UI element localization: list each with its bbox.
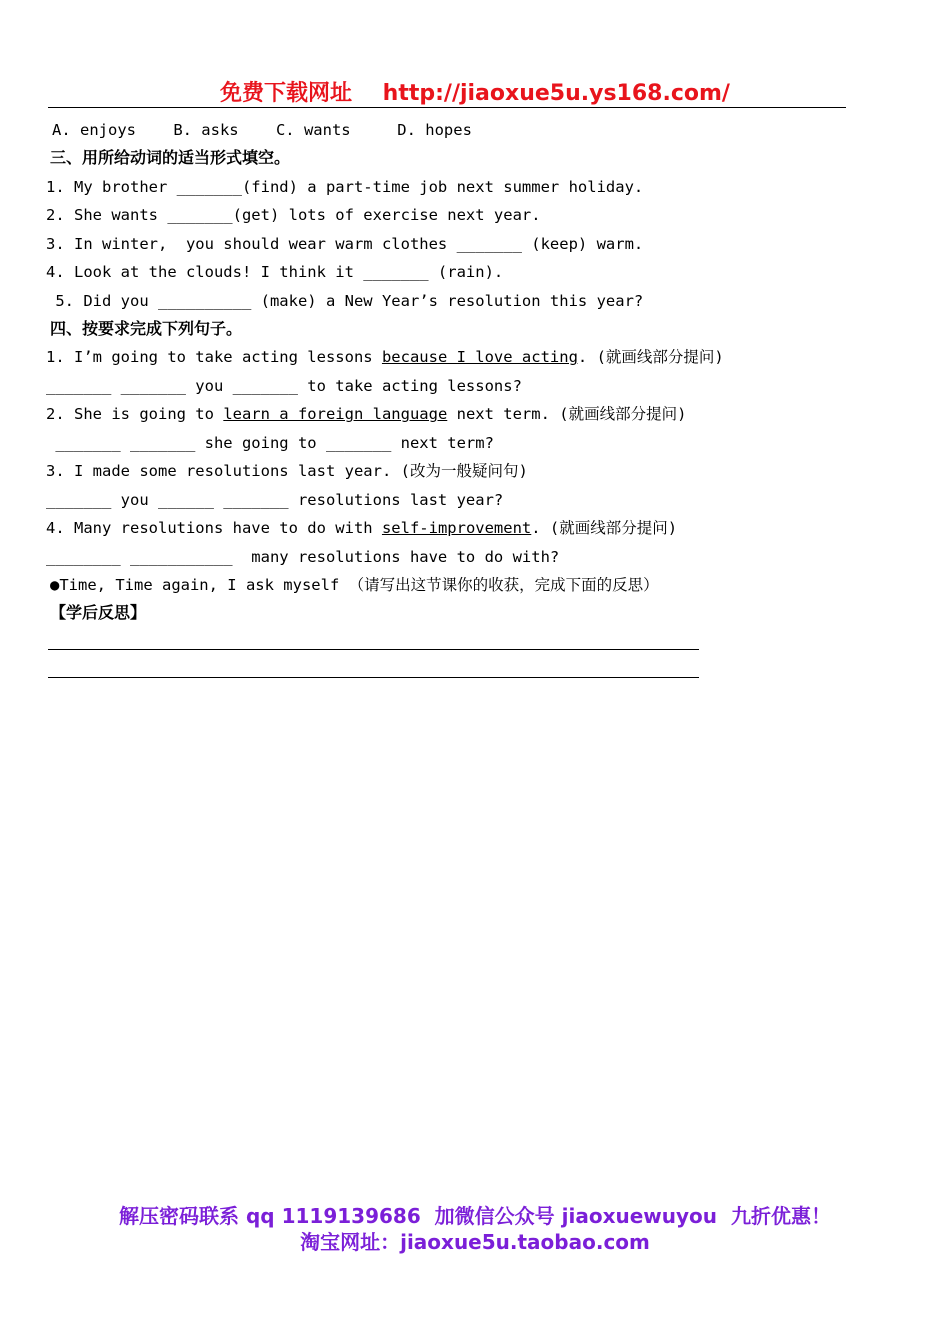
- q2-text-before: 2. She is going to: [46, 405, 224, 423]
- q4-underlined-part: self-improvement: [381, 519, 532, 537]
- reflection-answer-line-1: [48, 649, 699, 650]
- section3-item-3: 3. In winter, you should wear warm clothes _______ (keep) warm.: [46, 235, 644, 253]
- options-line: A. enjoys B. asks C. wants D. hopes: [52, 121, 472, 139]
- q2-underlined-part: learn a foreign language: [223, 405, 448, 423]
- q1-text-before: 1. I’m going to take acting lessons: [46, 348, 382, 366]
- section3-item-1: 1. My brother _______(find) a part-time job next summer holiday.: [46, 178, 644, 196]
- header-download-url: 免费下载网址 http://jiaoxue5u.ys168.com/: [220, 81, 730, 106]
- reflection-answer-line-2: [48, 677, 699, 678]
- section3-item-4: 4. Look at the clouds! I think it _______ (rain).: [46, 263, 504, 281]
- q4-text-after: . (就画线部分提问): [531, 519, 678, 537]
- section4-question-3: 3. I made some resolutions last year. (改为一般疑问句): [46, 462, 528, 480]
- footer-taobao-line: 淘宝网址：jiaoxue5u.taobao.com: [300, 1230, 650, 1254]
- footer-contact-line: 解压密码联系 qq 1119139686 加微信公众号 jiaoxuewuyou 九折优惠！: [119, 1204, 831, 1228]
- q2-text-after: next term. (就画线部分提问): [447, 405, 687, 423]
- section4-question-4: [46, 518, 677, 538]
- section4-answer-4: ________ ___________ many resolutions have to do with?: [46, 548, 560, 566]
- q4-text-before: 4. Many resolutions have to do with: [46, 519, 382, 537]
- reflection-prompt: ●Time, Time again, I ask myself （请写出这节课你的收获，完成下面的反思）: [50, 576, 659, 594]
- header-divider: [48, 107, 846, 108]
- reflection-title: 【学后反思】: [50, 603, 147, 622]
- section4-answer-2: _______ _______ she going to _______ next term?: [46, 434, 494, 452]
- section4-title: 四、按要求完成下列句子。: [50, 319, 243, 338]
- q1-underlined-part: because I love acting: [381, 348, 578, 366]
- section4-question-2: [46, 404, 686, 424]
- section3-item-5: 5. Did you __________ (make) a New Year’s resolution this year?: [46, 292, 644, 310]
- section4-answer-1: _______ _______ you _______ to take acting lessons?: [46, 377, 522, 395]
- section3-title: 三、用所给动词的适当形式填空。: [50, 148, 291, 167]
- section3-item-2: 2. She wants _______(get) lots of exercise next year.: [46, 206, 541, 224]
- section4-question-1: [46, 347, 724, 367]
- q1-text-after: . (就画线部分提问): [577, 348, 724, 366]
- section4-answer-3: _______ you ______ _______ resolutions last year?: [46, 491, 504, 509]
